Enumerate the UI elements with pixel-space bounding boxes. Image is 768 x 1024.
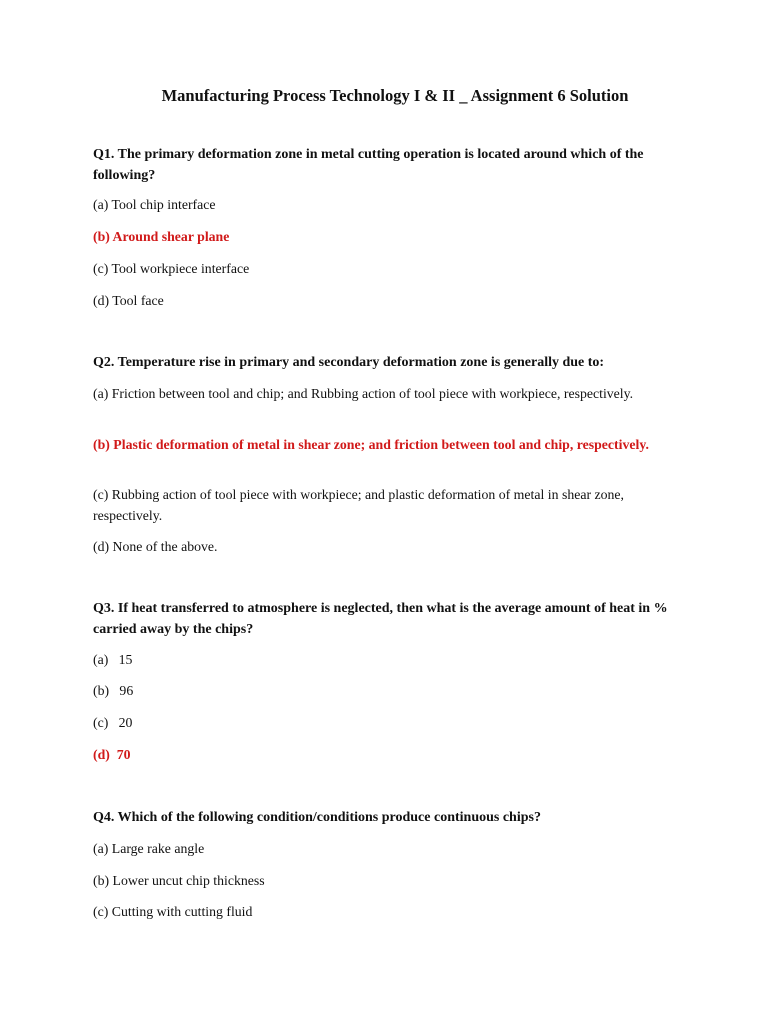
q2-option-b-answer: (b) Plastic deformation of metal in shear zone; and friction between tool and chip, respectively. xyxy=(93,437,649,452)
document-title: Manufacturing Process Technology I & II _ Assignment 6 Solution xyxy=(161,86,629,105)
q2-option-c: (c) Rubbing action of tool piece with workpiece; and plastic deformation of metal in shear zone, respectively. xyxy=(93,487,625,523)
question-1: Q1. The primary deformation zone in metal cutting operation is located around which of the following? xyxy=(93,147,644,183)
q4-option-c: (c) Cutting with cutting fluid xyxy=(93,904,253,919)
q1-option-c: (c) Tool workpiece interface xyxy=(93,261,250,276)
q3-option-d-answer: (d) 70 xyxy=(93,747,131,762)
q3-option-b: (b) 96 xyxy=(93,683,134,698)
q3-option-a: (a) 15 xyxy=(93,652,133,667)
question-2: Q2. Temperature rise in primary and secondary deformation zone is generally due to: xyxy=(93,355,605,370)
q2-option-d: (d) None of the above. xyxy=(93,539,218,554)
q2-option-a: (a) Friction between tool and chip; and Rubbing action of tool piece with workpiece, respectively. xyxy=(93,386,634,401)
q4-option-b: (b) Lower uncut chip thickness xyxy=(93,873,265,888)
q1-option-a: (a) Tool chip interface xyxy=(93,197,216,212)
q1-option-d: (d) Tool face xyxy=(93,293,164,308)
question-3: Q3. If heat transferred to atmosphere is neglected, then what is the average amount of heat in % carried away by the chips? xyxy=(93,601,668,637)
question-4: Q4. Which of the following condition/conditions produce continuous chips? xyxy=(93,810,541,825)
q4-option-a: (a) Large rake angle xyxy=(93,841,205,856)
q3-option-c: (c) 20 xyxy=(93,715,133,730)
q1-option-b-answer: (b) Around shear plane xyxy=(93,229,230,244)
